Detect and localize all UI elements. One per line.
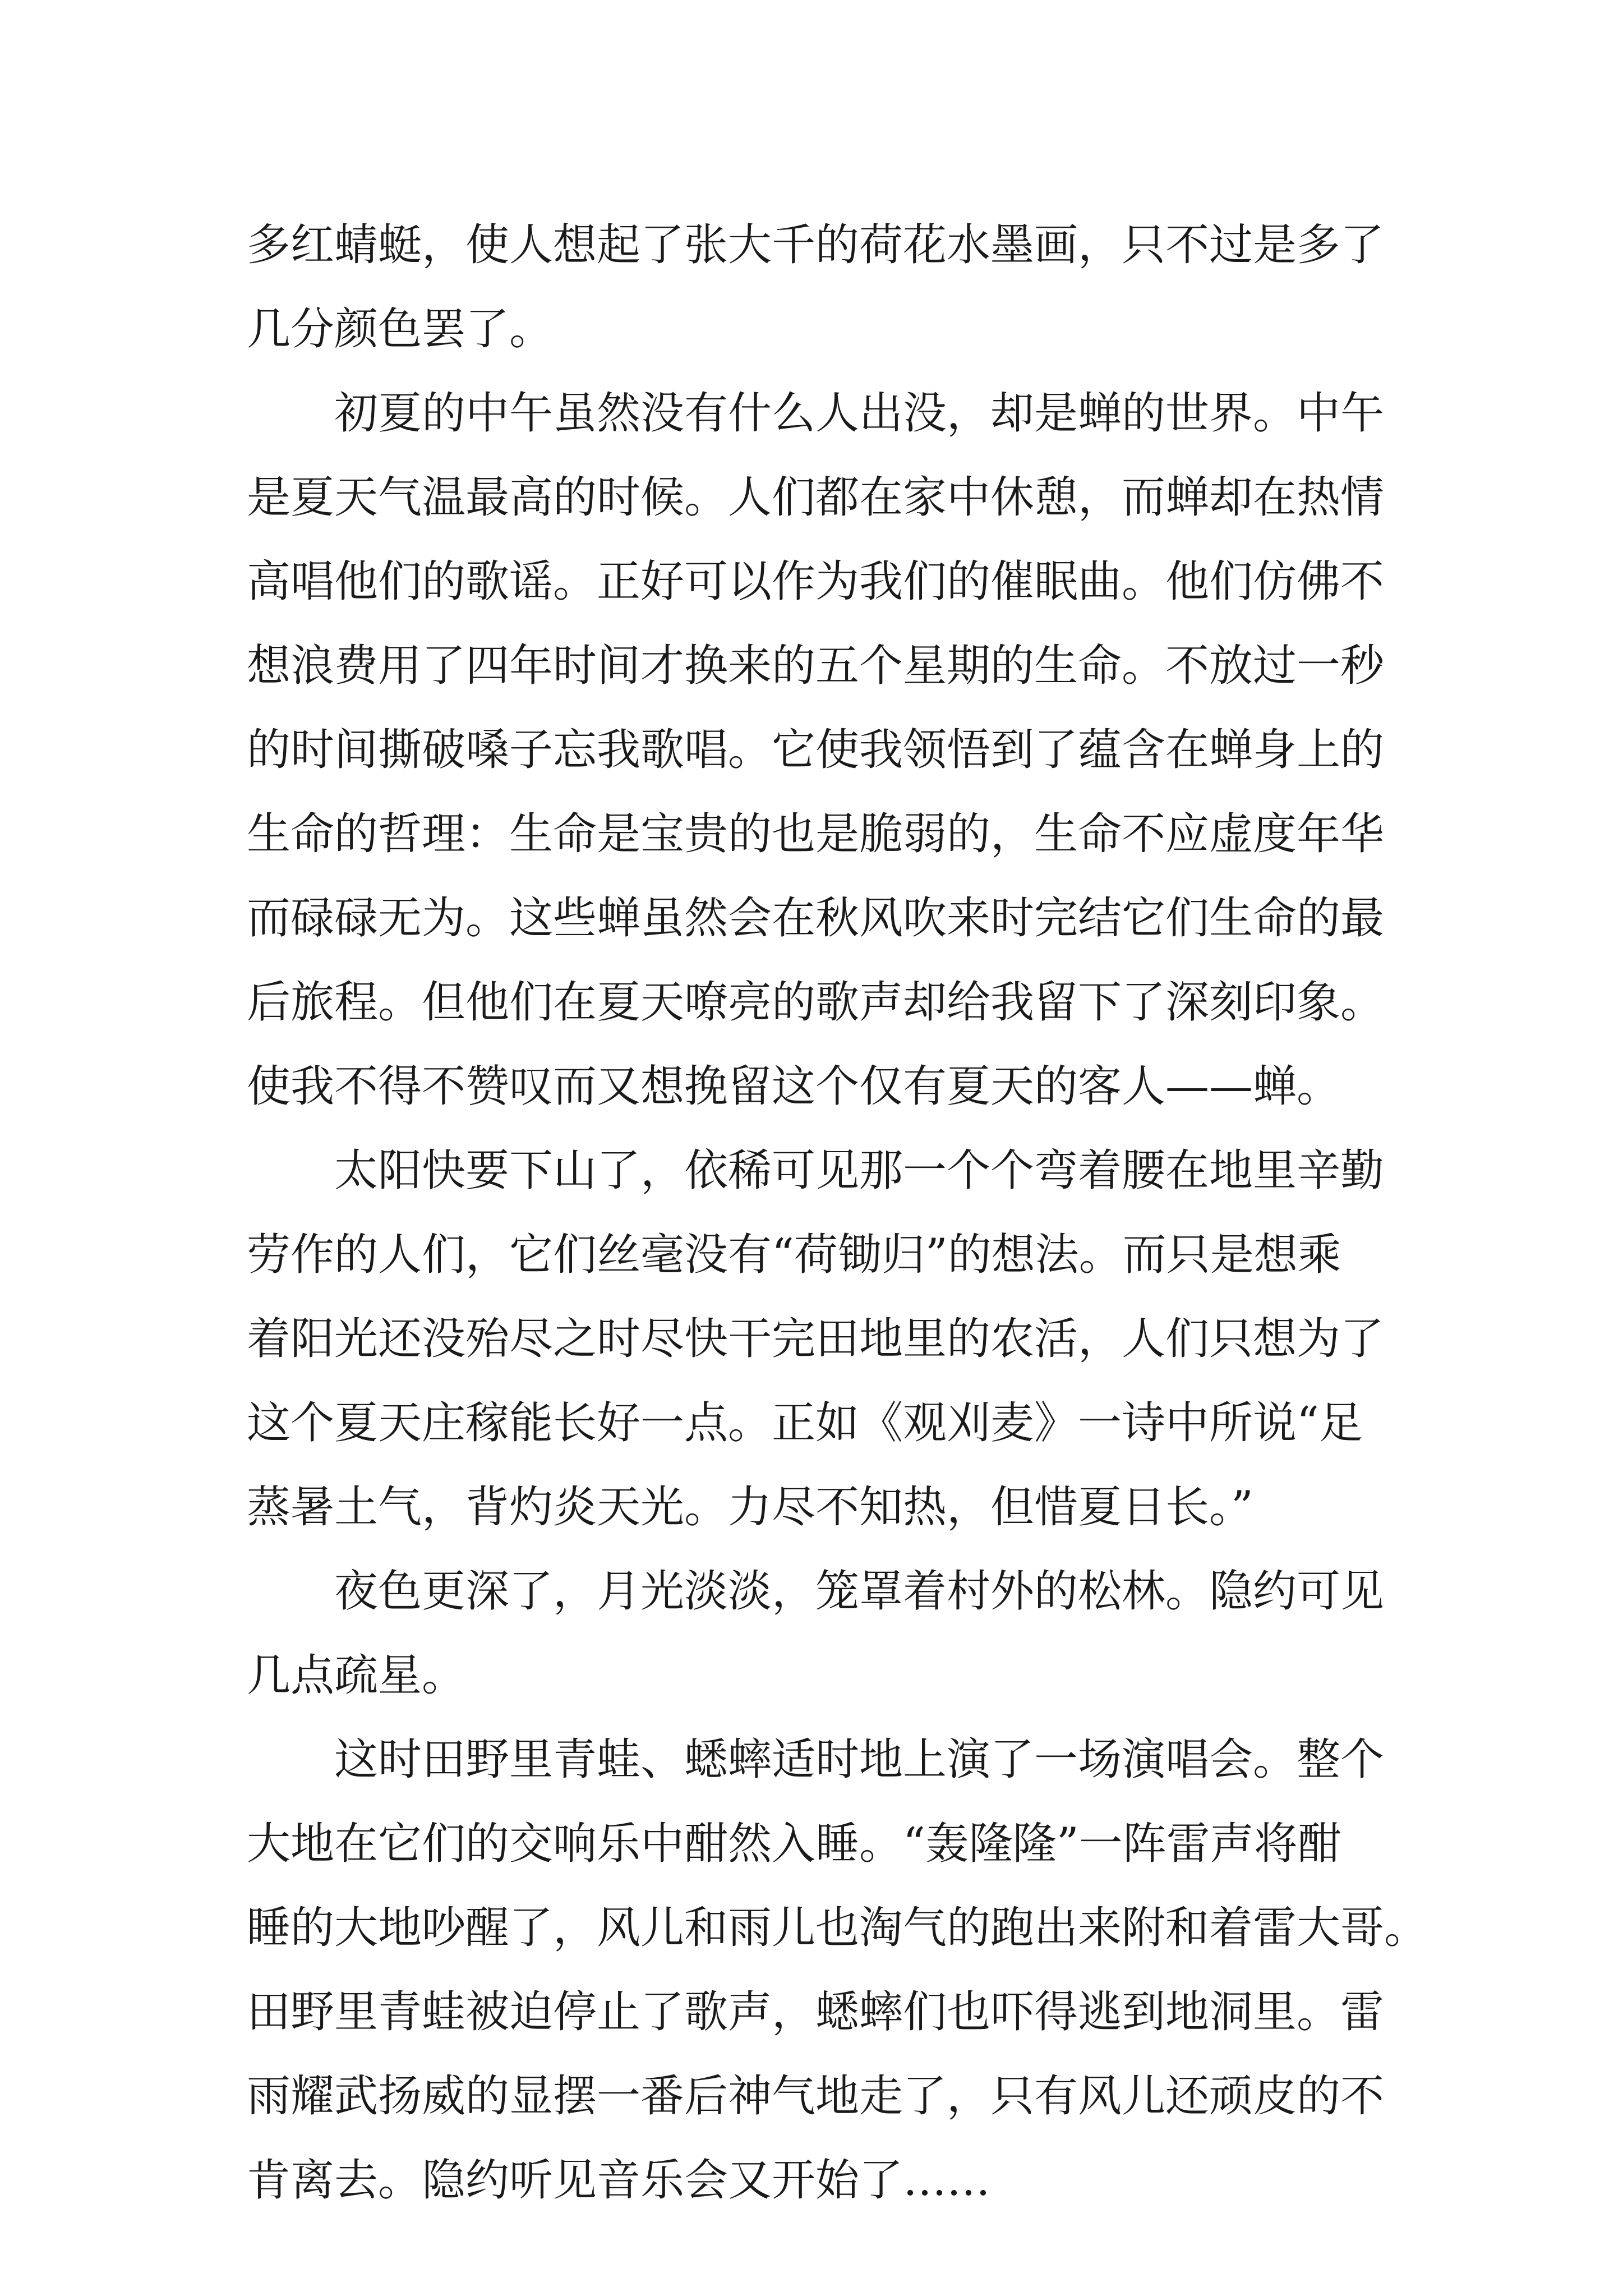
text-line: 生命的哲理：生命是宝贵的也是脆弱的，生命不应虚度年华 (247, 809, 1385, 859)
text-line: 而碌碌无为。这些蝉虽然会在秋风吹来时完结它们生命的最 (247, 893, 1385, 944)
text-line: 睡的大地吵醒了，风儿和雨儿也淘气的跑出来附和着雷大哥。 (247, 1903, 1428, 1953)
paragraph-thunderstorm (247, 1718, 1428, 2223)
text-line: 后旅程。但他们在夏天嘹亮的歌声却给我留下了深刻印象。 (247, 977, 1385, 1028)
paragraph-night (247, 1549, 1420, 1718)
paragraph-sunset-farmers (247, 1129, 1420, 1549)
text-line: 着阳光还没殆尽之时尽快干完田地里的农活，人们只想为了 (247, 1314, 1385, 1364)
text-line: 高唱他们的歌谣。正好可以作为我们的催眠曲。他们仿佛不 (247, 556, 1385, 607)
text-line: 几点疏星。 (247, 1650, 466, 1701)
text-line: 是夏天气温最高的时候。人们都在家中休憩，而蝉却在热情 (247, 472, 1385, 523)
text-line: 这个夏天庄稼能长好一点。正如《观刈麦》一诗中所说“足 (247, 1398, 1363, 1448)
essay-body (247, 203, 1428, 2223)
text-line: 这时田野里青蛙、蟋蟀适时地上演了一场演唱会。整个 (334, 1734, 1385, 1785)
paragraph-cicadas (247, 371, 1420, 1129)
text-line: 几分颜色罢了。 (247, 304, 554, 355)
text-line: 使我不得不赞叹而又想挽留这个仅有夏天的客人——蝉。 (247, 1061, 1341, 1112)
text-line: 劳作的人们，它们丝毫没有“荷锄归”的想法。而只是想乘 (247, 1230, 1341, 1280)
text-line: 夜色更深了，月光淡淡，笼罩着村外的松林。隐约可见 (334, 1566, 1385, 1617)
text-line: 想浪费用了四年时间才换来的五个星期的生命。不放过一秒 (247, 641, 1385, 691)
text-line: 蒸暑土气，背灼炎天光。力尽不知热，但惜夏日长。” (247, 1482, 1253, 1533)
text-line: 的时间撕破嗓子忘我歌唱。它使我领悟到了蕴含在蝉身上的 (247, 725, 1385, 775)
text-line: 初夏的中午虽然没有什么人出没，却是蝉的世界。中午 (334, 388, 1385, 439)
text-line: 多红蜻蜓，使人想起了张大千的荷花水墨画，只不过是多了 (247, 220, 1385, 270)
text-line: 太阳快要下山了，依稀可见那一个个弯着腰在地里辛勤 (334, 1145, 1385, 1196)
text-line: 大地在它们的交响乐中酣然入睡。“轰隆隆”一阵雷声将酣 (247, 1819, 1341, 1869)
paragraph-red-dragonflies (247, 203, 1420, 371)
text-line: 田野里青蛙被迫停止了歌声，蟋蟀们也吓得逃到地洞里。雷 (247, 1987, 1385, 2037)
text-line: 雨耀武扬威的显摆一番后神气地走了，只有风儿还顽皮的不 (247, 2071, 1385, 2122)
text-line: 肯离去。隐约听见音乐会又开始了…… (247, 2155, 991, 2206)
